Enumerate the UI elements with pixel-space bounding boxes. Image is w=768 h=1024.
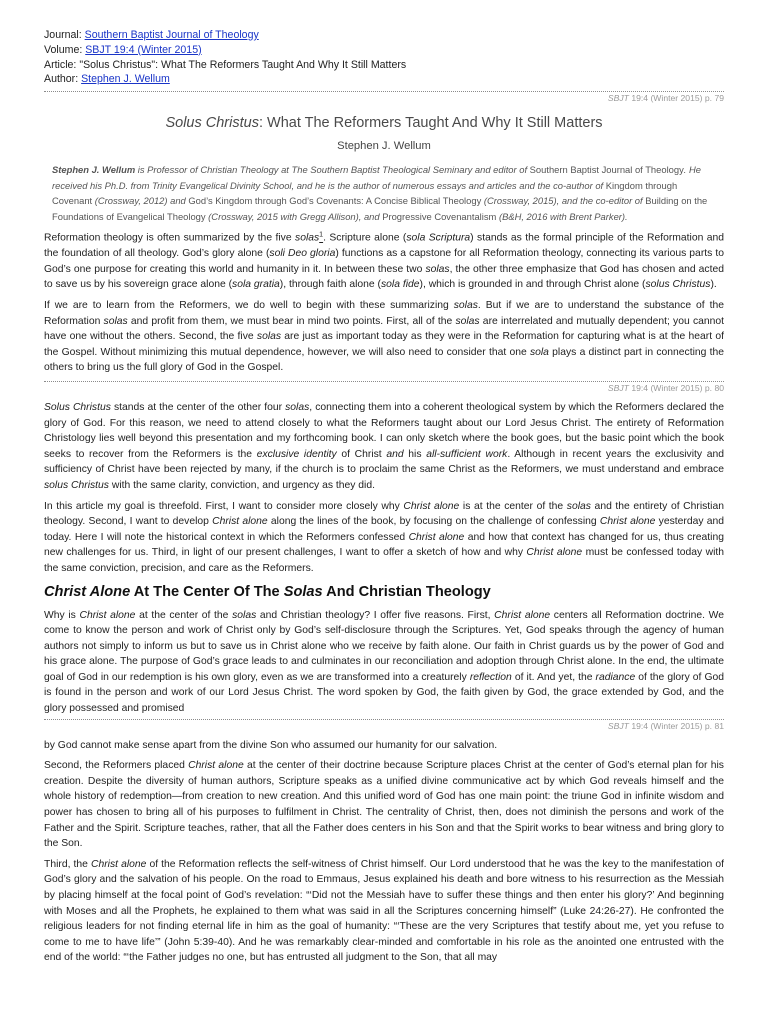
text: . Scripture alone (: [323, 232, 407, 244]
page-ref-text: 19:4 (Winter 2015) p. 79: [628, 93, 724, 104]
volume-link[interactable]: SBJT 19:4 (Winter 2015): [85, 43, 202, 56]
text: ).: [710, 279, 717, 291]
text-italic: Christ alone: [526, 547, 583, 559]
text-italic: sola fide: [380, 279, 420, 291]
footnote-number: 1: [319, 231, 324, 239]
text-italic: Christ alone: [212, 516, 268, 528]
journal-link[interactable]: Southern Baptist Journal of Theology: [84, 29, 259, 41]
text: , the other three emphasize that God has chosen and acted to save us by his sovereign grace alone (: [44, 263, 724, 291]
heading-text: And Christian Theology: [322, 583, 491, 600]
text-italic: sola: [529, 346, 549, 358]
text-italic: sola gratia: [232, 279, 280, 291]
text: . But if we are to understand the substance of the Reformation: [44, 300, 725, 327]
page-separator: [44, 719, 724, 720]
paragraph: [44, 298, 724, 376]
page-reference: [44, 721, 724, 732]
heading-text: At The Center Of The: [130, 583, 284, 600]
page-separator: [44, 381, 724, 382]
text: at the center of the: [135, 609, 233, 621]
bio-book: Kingdom through Covenant: [52, 179, 678, 207]
text: Third, the: [44, 858, 91, 870]
text: Reformation theology is often summarized by the five: [44, 232, 296, 244]
text: yesterday and today. Here I will note the historical context in which the Reformers confessed: [44, 516, 725, 543]
bio-name: Stephen J. Wellum: [52, 164, 136, 176]
text: are interrelated and mutually dependent; you cannot have one without the others. Second, the five: [44, 315, 724, 343]
author-link[interactable]: Stephen J. Wellum: [81, 73, 170, 86]
text: Why is: [44, 609, 80, 621]
bio-text: (B&H, 2016 with Brent Parker).: [496, 210, 628, 222]
author-label: Author:: [44, 73, 82, 86]
text: ) functions as a capstone for all Reformation theology, connecting its various parts to God’s one purpose for creating this world and humanity in it. In between these two: [44, 248, 724, 275]
text: are just as important today as they were in the Reformation for capturing what is at the heart of the Gospel. Without minimizing this mutual dependence, however, we will also need to consider that one: [44, 331, 724, 358]
text-italic: solas: [232, 609, 257, 621]
text: Second, the Reformers placed: [44, 760, 189, 772]
bio-book: Progressive Covenantalism: [382, 210, 497, 222]
text: ), which is grounded in and through Christ alone (: [419, 279, 646, 291]
text-italic: exclusive identity: [256, 448, 337, 460]
text-italic: solus Christus: [645, 279, 711, 291]
text: must be confessed today with the same conviction, precision, and care as the Reformers.: [44, 547, 724, 574]
text: , connecting them into a coherent theological system by which the Reformers declared the glory of God. For this reason, we need to attend closely to what the Reformers taught about our Lord Jesus Christ. The entirety of Reformation Christology lies well beyond this presentation and my forthcoming book. I can only sketch where the book goes, but the basic point which the book seeks to recover from the Reformers is the: [44, 401, 724, 460]
article-line: [44, 58, 724, 73]
bio-text: is Professor of Christian Theology at The Southern Baptist Theological Seminary and editor of: [135, 164, 530, 176]
text-italic: Christ alone: [408, 531, 465, 543]
text: of it. And yet, the: [511, 671, 596, 683]
text: of the glory of God is found in the person and work of our Lord Jesus Christ. The word spoken by God, the faith given by God, the grace extended by God, and the glory possessed and promised: [44, 671, 724, 715]
text: In this article my goal is threefold. First, I want to consider more closely why: [44, 500, 404, 512]
text-italic: solas: [103, 315, 128, 327]
text-italic: solas: [566, 500, 591, 512]
text-italic: solas: [453, 300, 478, 311]
text: and the entirety of Christian theology. Second, I want to develop: [44, 500, 724, 528]
text-italic: radiance: [595, 671, 636, 683]
text-italic: sola Scriptura: [406, 232, 471, 244]
text: along the lines of the book, by focusing on the challenge of confessing: [267, 516, 600, 528]
journal-line: [44, 28, 724, 43]
text: plays a distinct part in connecting the others to bring us the full glory of God in the Gospel.: [44, 346, 724, 374]
article-byline: Stephen J. Wellum: [337, 140, 431, 153]
text-italic: Christ alone: [79, 609, 136, 621]
paragraph: [44, 758, 724, 852]
text: with the same clarity, conviction, and urgency as they did.: [108, 479, 375, 491]
page-ref-journal: SBJT: [607, 93, 629, 104]
text-italic: Christ alone: [90, 858, 147, 870]
journal-label: Journal:: [44, 29, 85, 41]
author-line: [44, 72, 724, 87]
bio-book: God’s Kingdom through God’s Covenants: A Concise Biblical Theology: [188, 195, 482, 207]
text: and Christian theology? I offer five reasons. First,: [256, 609, 495, 621]
paragraph: [44, 857, 724, 966]
page-separator: [44, 91, 724, 92]
article-name: "Solus Christus": What The Reformers Taught And Why It Still Matters: [79, 58, 407, 71]
paragraph: [44, 227, 724, 293]
text-italic: Christ alone: [599, 516, 656, 528]
text: ) stands as the formal principle of the Reformation and the foundation of all theology. God’s glory alone (: [44, 232, 725, 260]
text: of the Reformation reflects the self-witness of Christ himself. Our Lord understood that he was the key to the manifestation of God’s glory and the salvation of his people. On the road to Emmaus, Jesus explained his death and bore witness to his resurrection as the Messiah by placing himself at the focal point of God’s revelation: “‘Did not the Messiah have to suffer these things and then enter his glory?’ And beginning with Moses and all the Prophets, he explained to them what was said in all the Scriptures concerning himself” (Luke 24:26-27). He confronted the religious leaders for not finding eternal life in him as the goal of humanity: “‘These are the very Scriptures that testify about me, yet you refuse to come to me to have life’” (John 5:39-40). And he was remarkably clear-minded and comfortable in his role as the anointed one entrusted with the end of the world: “‘the Father judges no one, but has entrusted all judgment to the Son, that all may: [44, 858, 724, 964]
page-reference: [44, 383, 724, 394]
text-italic: solas: [295, 232, 320, 244]
article-label: Article:: [44, 58, 80, 71]
text: is at the center of the: [459, 500, 567, 512]
page-reference: [44, 93, 724, 104]
text-italic: solas: [455, 315, 480, 327]
text-italic: all-sufficient work: [426, 448, 508, 460]
bio-text: (Crossway, 2015 with Gregg Allison), and: [205, 210, 383, 222]
volume-label: Volume:: [44, 43, 86, 56]
article-title: [44, 114, 724, 132]
article-metadata: [44, 28, 724, 87]
text: centers all Reformation doctrine. We come to know the person and work of Christ only by God’s self-disclosure through the Scriptures. Yet, God speaks through the agency of human authors not simply to inform us but to save us in Christ alone who we receive by faith alone. Our faith in Christ guards us by the power of God and his grace alone. The purpose of God’s grace leads to and culminates in our reconciliation and adoption through Christ alone. In the end, the ultimate goal of God in our redemption is his own glory, even as we are transformed into a creaturely: [44, 609, 724, 683]
page-ref-journal: SBJT: [607, 720, 629, 731]
page-ref-text: 19:4 (Winter 2015) p. 80: [628, 382, 724, 393]
text: at the center of their doctrine because Scripture places Christ at the center of God’s eternal plan for his creation. Despite the diversity of human authors, Scripture speaks as a unified divine communicative act by which God reveals himself and the whole history of redemption—from creation to new creation. And this unified word of God has one main point: the triune God in infinite wisdom and power has chosen to bring all of his purposes to fulfilment in Christ. The centrality of Christ, then, does not diminish the persons and work of the Father and the Spirit. Scripture teaches, rather, that all the Father does centers in his Son and that the Spirit works to bear witness and bring glory to the Son.: [44, 760, 724, 850]
bio-text: . He received his Ph.D. from Trinity Evangelical Divinity School, and he is the author of numerous essays and articles and the co-author of: [52, 164, 701, 191]
heading-italic: Christ Alone: [44, 583, 131, 600]
text: and how that context has changed for us, thus creating new challenges for us. Third, in light of our present challenges, I want to offer a sketch of how and why: [44, 531, 724, 559]
title-italic: Solus Christus: [165, 115, 259, 132]
text-italic: soli Deo gloria: [269, 248, 336, 260]
paragraph: [44, 400, 724, 494]
text-italic: and: [386, 448, 404, 460]
text: his: [403, 448, 427, 460]
paragraph: [44, 608, 724, 717]
text-italic: solus Christus: [44, 479, 109, 491]
text-italic: Christ alone: [403, 500, 460, 512]
text-italic: solas: [285, 401, 310, 413]
bio-journal: Southern Baptist Journal of Theology: [529, 164, 684, 176]
text-italic: Christ alone: [188, 760, 244, 772]
text-italic: reflection: [469, 671, 512, 683]
paragraph: [44, 499, 724, 577]
bio-text: (Crossway, 2015), and the co-editor of: [481, 195, 646, 207]
text: stands at the center of the other four: [110, 401, 286, 413]
text: . Although in recent years the exclusivity and sufficiency of Christ have been rejected by many, if the church is to proclaim the same Christ as the Reformers, we must understand and embrace: [44, 448, 724, 476]
text: ), through faith alone (: [279, 279, 381, 291]
text: If we are to learn from the Reformers, we do well to begin with these summarizing: [44, 300, 454, 311]
bio-text: (Crossway, 2012) and: [92, 195, 189, 207]
author-bio: [52, 162, 716, 224]
text-italic: solas: [256, 331, 282, 343]
text: of Christ: [336, 448, 387, 460]
page-ref-journal: SBJT: [607, 382, 629, 393]
text-italic: Christ alone: [494, 609, 551, 621]
text-italic: solas: [425, 263, 450, 275]
text: and profit from them, we must bear in mind two points. First, all of the: [127, 315, 456, 327]
text-italic: Solus Christus: [44, 401, 111, 413]
paragraph: by God cannot make sense apart from the divine Son who assumed our humanity for our salvation.: [44, 739, 498, 751]
section-heading: [44, 582, 724, 602]
title-rest: : What The Reformers Taught And Why It Still Matters: [258, 115, 603, 132]
volume-line: [44, 43, 724, 58]
bio-book: Building on the Foundations of Evangelical Theology: [52, 195, 708, 222]
page-ref-text: 19:4 (Winter 2015) p. 81: [628, 720, 724, 731]
heading-italic: Solas: [283, 583, 323, 600]
